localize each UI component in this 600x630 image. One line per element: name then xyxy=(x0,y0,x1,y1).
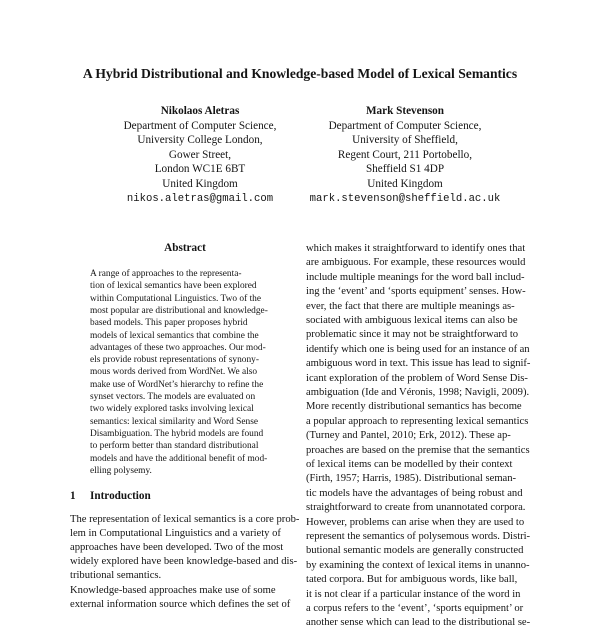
paragraph-line: sociated with ambiguous lexical items can also be xyxy=(306,315,518,326)
paragraph-line: tributional semantics. xyxy=(70,570,162,582)
paper-title: A Hybrid Distributional and Knowledge-based Model of Lexical Semantics xyxy=(82,66,518,81)
paragraph-line: The representation of lexical semantics is a core prob- xyxy=(70,514,300,525)
affiliation-line: Department of Computer Science, xyxy=(123,119,277,132)
abstract-line: two widely explored tasks involving lexical xyxy=(90,404,254,415)
abstract-line: within Computational Linguistics. Two of the xyxy=(90,293,262,304)
paragraph-line: More recently distributional semantics has become xyxy=(306,401,522,413)
paragraph-line: include multiple meanings for the word ball includ- xyxy=(306,271,525,283)
paragraph-line: a corpus refers to the ‘event’, ‘sports equipment’ or xyxy=(306,603,524,614)
paragraph-line: problematic since it may not be straightforward to xyxy=(306,329,519,341)
abstract-line: Disambiguation. The hybrid models are found xyxy=(90,428,264,439)
paragraph-line: icant exploration of the problem of Word Sense Dis- xyxy=(306,372,528,384)
abstract-line: models and have the additional benefit of mod- xyxy=(90,453,268,464)
paragraph-line: (Firth, 1957; Harris, 1985). Distributional seman- xyxy=(306,473,517,485)
paragraph-line: another sense which can lead to the distributional se- xyxy=(306,617,531,629)
paragraph-line: it is not clear if a particular instance of the word in xyxy=(306,588,521,600)
affiliation-line: University College London, xyxy=(137,134,263,147)
abstract-line: elling polysemy. xyxy=(90,465,152,476)
affiliation-line: London WC1E 6BT xyxy=(154,163,246,176)
abstract-line: models of lexical semantics that combine the xyxy=(90,330,259,341)
paragraph-line: by examining the context of lexical items in unanno- xyxy=(306,559,530,571)
paragraph-line: of lexical items can be modelled by their context xyxy=(306,459,513,470)
affiliation-line: Sheffield S1 4DP xyxy=(365,163,445,176)
author-email[interactable]: mark.stevenson@sheffield.ac.uk xyxy=(309,192,501,205)
paragraph-line: ever, the fact that there are multiple meanings as- xyxy=(306,300,515,312)
paragraph-line: (Turney and Pantel, 2010; Erk, 2012). These ap- xyxy=(306,430,511,442)
paragraph-line: which makes it straightforward to identify ones that xyxy=(306,243,526,254)
abstract-line: els provide robust representations of synony- xyxy=(90,355,259,366)
abstract-line: tion of lexical semantics have been explored xyxy=(90,281,257,292)
author-name: Mark Stevenson xyxy=(365,105,444,117)
paragraph-line: are ambiguous. For example, these resources would xyxy=(306,257,526,269)
paragraph-line: ambiguation (Ide and Véronis, 1998; Navigli, 2009). xyxy=(306,387,530,398)
affiliation-line: University of Sheffield, xyxy=(352,134,458,147)
author-block-2 xyxy=(300,104,510,206)
paragraph-line: ambiguous word in text. This issue has lead to signif- xyxy=(306,358,531,370)
paragraph-line: butional semantic models are generally constructed xyxy=(306,545,524,557)
abstract-line: to perform better than standard distributional xyxy=(90,441,259,452)
abstract-line: advantages of these two approaches. Our mod- xyxy=(90,342,266,353)
affiliation-line: Regent Court, 211 Portobello, xyxy=(337,148,473,161)
paragraph-line: widely explored have been knowledge-based and dis- xyxy=(70,556,298,568)
abstract-line: semantics: lexical similarity and Word Sense xyxy=(90,416,259,427)
affiliation-line: Department of Computer Science, xyxy=(328,119,482,132)
abstract-line: based models. This paper proposes hybrid xyxy=(90,318,248,329)
abstract-line: mous words derived from WordNet. We also xyxy=(90,367,258,378)
paragraph-line: external information source which defines the set of xyxy=(70,598,291,610)
abstract-heading: Abstract xyxy=(164,242,206,254)
abstract-line: make use of WordNet’s hierarchy to refine the xyxy=(90,379,264,390)
affiliation-line: Gower Street, xyxy=(168,148,232,161)
paragraph-line: ing the ‘event’ and ‘sports equipment’ senses. How- xyxy=(306,286,526,298)
paragraph-line: approaches have been developed. Two of the most xyxy=(70,542,284,554)
author-email[interactable]: nikos.aletras@gmail.com xyxy=(126,192,274,205)
affiliation-line: United Kingdom xyxy=(162,177,238,190)
section-heading xyxy=(70,489,151,503)
abstract-line: most popular are distributional and knowledge- xyxy=(90,305,268,316)
section-number: 1 xyxy=(70,490,76,502)
author-block-1 xyxy=(110,104,290,206)
paragraph-line: identify which one is being used for an instance of an xyxy=(306,343,530,355)
paragraph-line: However, problems can arise when they are used to xyxy=(306,516,525,528)
paragraph-line: tic models have the advantages of being robust and xyxy=(306,487,523,499)
abstract-line: synset vectors. The models are evaluated on xyxy=(90,392,256,402)
section-title: Introduction xyxy=(90,490,151,502)
abstract-line: A range of approaches to the representa- xyxy=(90,269,242,279)
paragraph-line: tated corpora. But for ambiguous words, like ball, xyxy=(306,574,518,586)
paragraph-line: Knowledge-based approaches make use of some xyxy=(70,584,276,596)
paragraph-line: proaches are based on the premise that the semantics xyxy=(306,444,530,456)
paragraph-line: lem in Computational Linguistics and a variety of xyxy=(70,528,281,540)
paragraph-line: represent the semantics of polysemous words. Distri- xyxy=(306,531,531,542)
author-name: Nikolaos Aletras xyxy=(160,105,240,117)
paragraph-line: a popular approach to representing lexical semantics xyxy=(306,415,529,427)
affiliation-line: United Kingdom xyxy=(367,177,443,190)
paragraph-line: straightforward to create from unannotated corpora. xyxy=(306,502,526,514)
